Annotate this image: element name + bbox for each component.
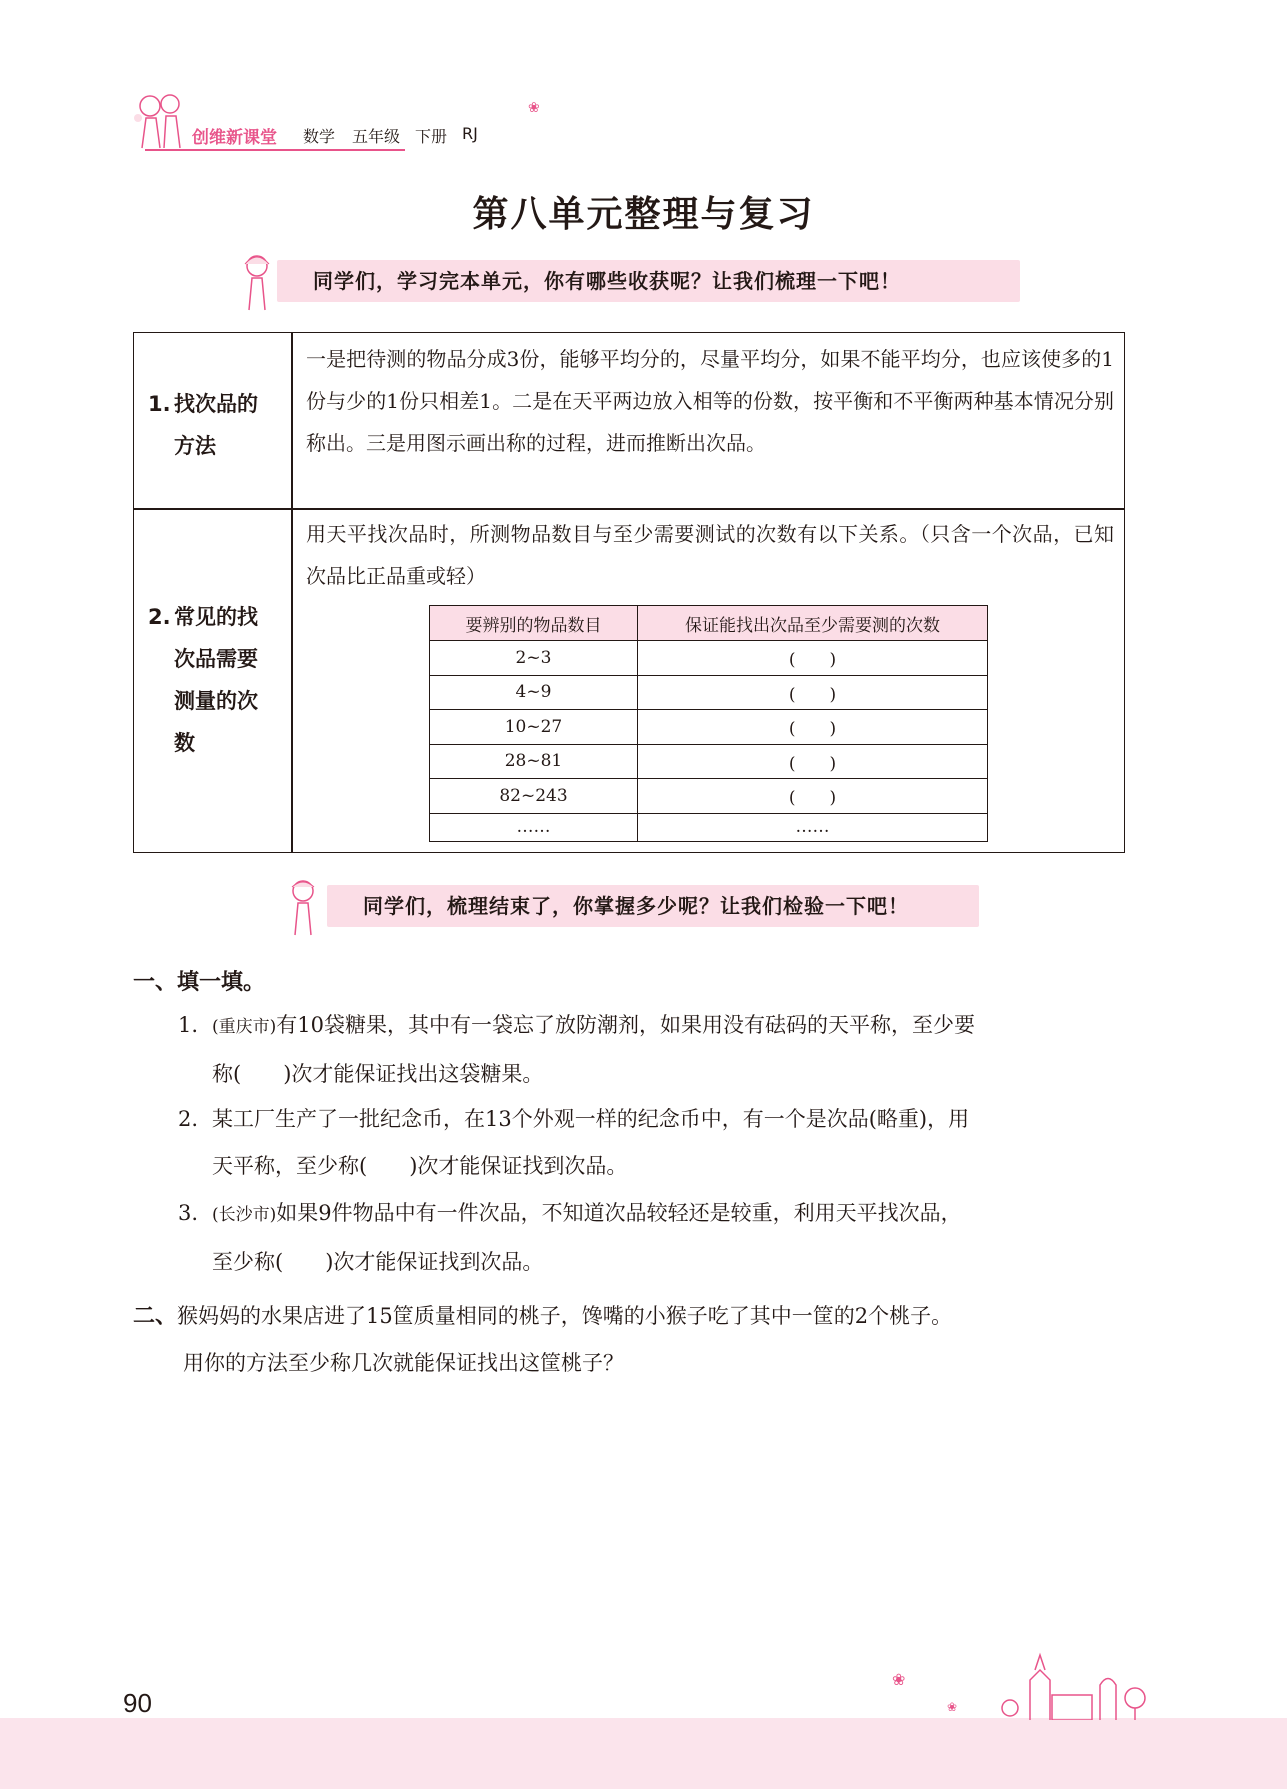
footer-band	[0, 1718, 1287, 1789]
item-count: 10~27	[430, 710, 638, 745]
question-1	[178, 1002, 1128, 1098]
ellipsis: ……	[638, 813, 988, 841]
answer-blank[interactable]: ( )	[638, 675, 988, 710]
table-row	[430, 675, 987, 710]
answer-blank[interactable]: ( )	[638, 710, 988, 745]
question-number: 1.	[178, 1013, 199, 1037]
practice-banner	[327, 885, 979, 927]
grade: 五年级	[352, 127, 401, 146]
item-count: 28~81	[430, 744, 638, 779]
table-divider	[134, 508, 1124, 510]
question-2	[178, 1096, 1128, 1190]
question-source: (重庆市)	[212, 1017, 277, 1037]
item-count: 4~9	[430, 675, 638, 710]
review-banner	[277, 260, 1020, 302]
review-table	[133, 332, 1125, 853]
row2-text: 用天平找次品时，所测物品数目与至少需要测试的次数有以下关系。（只含一个次品，已知次品比正品重或轻）	[306, 522, 1114, 588]
answer-blank[interactable]: ( )	[638, 744, 988, 779]
question-number: 3.	[178, 1201, 199, 1225]
question-text[interactable]: 称( )次才能保证找出这袋糖果。	[212, 1062, 544, 1086]
header-flower-icon: ❀	[528, 100, 540, 116]
review-banner-text: 同学们，学习完本单元，你有哪些收获呢？让我们梳理一下吧！	[313, 269, 901, 293]
answer-blank[interactable]: ( )	[638, 779, 988, 814]
question-text: 如果9件物品中有一件次品，不知道次品较轻还是较重，利用天平找次品，	[276, 1201, 962, 1225]
problem-text: 猴妈妈的水果店进了15筐质量相同的桃子，馋嘴的小猴子吃了其中一筐的2个桃子。	[177, 1304, 953, 1328]
table-divider	[291, 333, 293, 852]
book-volume: 下册	[415, 127, 448, 146]
page-title: 第八单元整理与复习	[472, 194, 815, 235]
table-row	[430, 710, 987, 745]
question-text: 有10袋糖果，其中有一袋忘了放防潮剂，如果用没有砝码的天平称，至少要	[276, 1013, 975, 1037]
question-number: 2.	[178, 1107, 199, 1131]
row2-label: 数	[174, 731, 195, 755]
item-count: ……	[430, 813, 638, 841]
header-illustration	[128, 88, 194, 154]
item-count: 82~243	[430, 779, 638, 814]
row2-label: 次品需要	[174, 647, 258, 671]
item-count: 2~3	[430, 641, 638, 676]
answer-blank[interactable]: ( )	[638, 641, 988, 676]
practice-banner-text: 同学们，梳理结束了，你掌握多少呢？让我们检验一下吧！	[363, 894, 909, 918]
table-row	[430, 779, 987, 814]
section-heading: 二、	[133, 1304, 178, 1329]
section-heading: 一、填一填。	[133, 970, 266, 995]
castle-illustration	[990, 1650, 1170, 1720]
header-underline	[145, 149, 405, 151]
table-row	[430, 641, 987, 676]
subject: 数学	[303, 127, 336, 146]
table-row	[430, 744, 987, 779]
question-source: (长沙市)	[212, 1205, 277, 1225]
column-header: 要辨别的物品数目	[430, 606, 638, 641]
row1-label: 方法	[174, 434, 216, 458]
weighing-times-table	[429, 605, 988, 842]
page-number: 90	[123, 1688, 152, 1718]
edition: RJ	[462, 124, 478, 143]
row1-label: 找次品的	[174, 392, 258, 416]
section-2	[133, 1293, 1128, 1387]
row2-label: 测量的次	[174, 689, 258, 713]
question-text[interactable]: 至少称( )次才能保证找到次品。	[212, 1250, 544, 1274]
flower-icon: ❀	[892, 1670, 906, 1689]
problem-text: 用你的方法至少称几次就能保证找出这筐桃子？	[183, 1351, 624, 1375]
flower-icon: ❀	[947, 1700, 958, 1714]
row2-number: 2.	[148, 605, 171, 629]
table-row	[430, 813, 987, 841]
row2-label: 常见的找	[174, 605, 258, 629]
row1-number: 1.	[148, 392, 171, 416]
question-text: 某工厂生产了一批纪念币，在13个外观一样的纪念币中，有一个是次品(略重)，用	[212, 1107, 970, 1131]
girl-mascot-icon	[237, 252, 277, 312]
question-text[interactable]: 天平称，至少称( )次才能保证找到次品。	[212, 1154, 628, 1178]
column-header: 保证能找出次品至少需要测的次数	[638, 606, 988, 641]
question-3	[178, 1190, 1128, 1286]
row1-text: 一是把待测的物品分成3份，能够平均分的，尽量平均分，如果不能平均分，也应该使多的1份与少的1份只相差1。二是在天平两边放入相等的份数，按平衡和不平衡两种基本情况分别称出。三是用图示画出称的过程，进而推断出次品。	[306, 347, 1114, 455]
brand-name: 创维新课堂	[192, 128, 277, 148]
boy-mascot-icon	[283, 877, 323, 937]
